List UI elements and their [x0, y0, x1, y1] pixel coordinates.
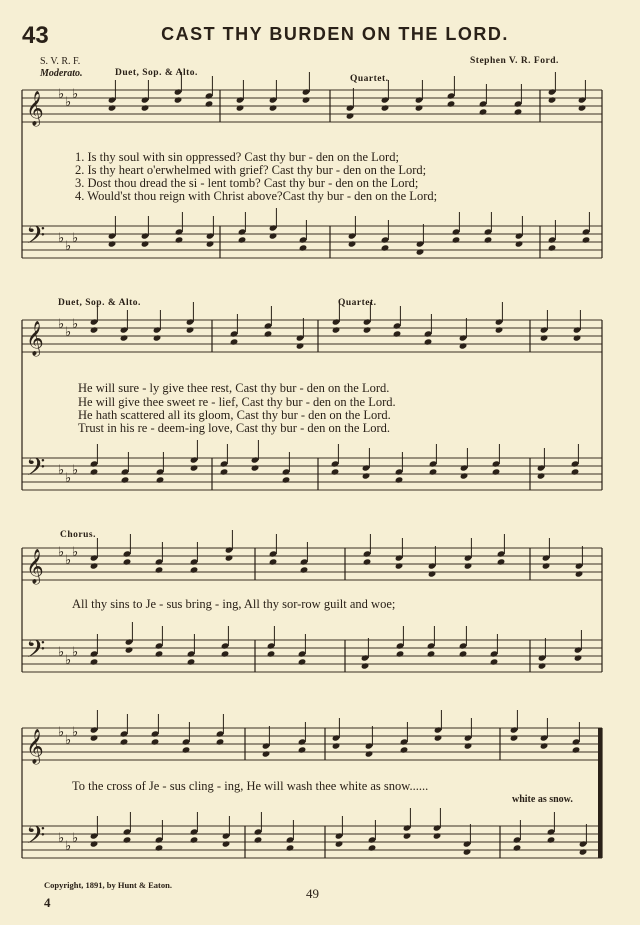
note-head — [230, 338, 239, 345]
bass-clef-icon: 𝄢 — [26, 821, 46, 856]
verse-4-line-2: Trust in his re - deem-ing love, Cast thy bur - den on the Lord. — [78, 421, 390, 435]
note-head — [368, 844, 377, 851]
flat-icon: ♭ — [72, 317, 79, 332]
chorus-tail: white as snow. — [512, 794, 573, 805]
note-head — [216, 738, 225, 745]
tempo-marking: Moderato. — [40, 68, 83, 79]
flat-icon: ♭ — [72, 463, 79, 478]
note-head — [548, 244, 557, 251]
note-head — [479, 108, 488, 115]
note-head — [190, 566, 199, 573]
section-label-quartet-2: Quartet. — [338, 298, 377, 308]
note-head — [151, 738, 160, 745]
flat-icon: ♭ — [58, 317, 65, 332]
note-head — [296, 342, 305, 349]
note-head — [571, 468, 580, 475]
note-head — [460, 472, 469, 479]
note-head — [497, 558, 506, 565]
note-head — [120, 738, 129, 745]
composer: Stephen V. R. Ford. — [470, 56, 559, 66]
note-head — [335, 840, 344, 847]
verse-4-line-1: 4. Would'st thou reign with Christ above?Cast thy bur - den on the Lord; — [75, 189, 438, 203]
treble-clef-icon: 𝄞 — [26, 549, 44, 584]
flat-icon: ♭ — [72, 545, 79, 560]
flat-icon: ♭ — [58, 545, 65, 560]
note-head — [174, 96, 183, 103]
section-label-duet-1: Duet, Sop. & Alto. — [115, 68, 198, 78]
treble-clef-icon: 𝄞 — [26, 91, 44, 126]
note-head — [236, 104, 245, 111]
flat-icon: ♭ — [72, 231, 79, 246]
note-head — [108, 240, 117, 247]
note-head — [90, 326, 99, 333]
note-head — [572, 746, 581, 753]
note-head — [547, 836, 556, 843]
note-head — [254, 836, 263, 843]
note-head — [492, 468, 501, 475]
note-head — [222, 840, 231, 847]
note-head — [175, 236, 184, 243]
note-head — [269, 232, 278, 239]
note-head — [582, 236, 591, 243]
note-head — [459, 342, 468, 349]
chorus-line-1: All thy sins to Je - sus bring - ing, All thy sor-row guilt and woe; — [72, 597, 396, 611]
note-head — [395, 476, 404, 483]
note-head — [424, 338, 433, 345]
note-head — [331, 468, 340, 475]
note-head — [452, 236, 461, 243]
flat-icon: ♭ — [72, 645, 79, 660]
note-head — [495, 326, 504, 333]
note-head — [90, 468, 99, 475]
note-head — [428, 570, 437, 577]
note-head — [187, 658, 196, 665]
note-head — [515, 240, 524, 247]
flat-icon: ♭ — [58, 463, 65, 478]
flat-icon: ♭ — [65, 95, 72, 110]
note-head — [141, 104, 150, 111]
note-head — [267, 650, 276, 657]
note-head — [514, 108, 523, 115]
note-head — [538, 662, 547, 669]
note-head — [186, 326, 195, 333]
treble-clef-icon: 𝄞 — [26, 321, 44, 356]
note-head — [182, 746, 191, 753]
flat-icon: ♭ — [58, 725, 65, 740]
note-head — [396, 650, 405, 657]
flat-icon: ♭ — [58, 831, 65, 846]
note-head — [537, 472, 546, 479]
note-head — [251, 464, 260, 471]
note-head — [120, 334, 129, 341]
verse-1-line-2: He will sure - ly give thee rest, Cast thy bur - den on the Lord. — [78, 381, 390, 395]
note-head — [332, 326, 341, 333]
flat-icon: ♭ — [72, 831, 79, 846]
note-head — [269, 558, 278, 565]
lyricist: S. V. R. F. — [40, 56, 81, 67]
section-label-quartet-1: Quartet. — [350, 74, 389, 84]
page-number: 49 — [306, 886, 319, 901]
flat-icon: ♭ — [65, 325, 72, 340]
note-head — [348, 240, 357, 247]
chorus-line-2: To the cross of Je - sus cling - ing, He will wash thee white as snow...... — [72, 779, 429, 793]
note-head — [573, 334, 582, 341]
note-head — [300, 566, 309, 573]
signature-mark: 4 — [44, 895, 51, 910]
flat-icon: ♭ — [65, 471, 72, 486]
note-head — [574, 654, 583, 661]
flat-icon: ♭ — [65, 553, 72, 568]
note-head — [434, 734, 443, 741]
flat-icon: ♭ — [65, 733, 72, 748]
note-head — [433, 832, 442, 839]
note-head — [484, 236, 493, 243]
flat-icon: ♭ — [58, 87, 65, 102]
note-head — [447, 100, 456, 107]
note-head — [262, 750, 271, 757]
note-head — [579, 848, 588, 855]
note-head — [464, 562, 473, 569]
verse-3-line-2: He hath scattered all its gloom, Cast thy bur - den on the Lord. — [78, 408, 391, 422]
section-label-chorus: Chorus. — [60, 530, 96, 540]
note-head — [575, 570, 584, 577]
note-head — [427, 650, 436, 657]
note-head — [221, 650, 230, 657]
note-head — [121, 476, 130, 483]
verse-3-line-1: 3. Dost thou dread the si - lent tomb? Cast thy bur - den on the Lord; — [75, 176, 419, 190]
note-head — [463, 848, 472, 855]
flat-icon: ♭ — [65, 239, 72, 254]
note-head — [220, 468, 229, 475]
copyright: Copyright, 1891, by Hunt & Eaton. — [44, 880, 172, 890]
note-head — [365, 750, 374, 757]
note-head — [416, 248, 425, 255]
note-head — [429, 468, 438, 475]
flat-icon: ♭ — [58, 645, 65, 660]
flat-icon: ♭ — [65, 839, 72, 854]
verse-2-line-1: 2. Is thy heart o'erwhelmed with grief? Cast thy bur - den on the Lord; — [75, 163, 427, 177]
note-head — [225, 554, 234, 561]
note-head — [190, 836, 199, 843]
note-head — [395, 562, 404, 569]
note-head — [298, 746, 307, 753]
note-head — [400, 746, 409, 753]
note-head — [282, 476, 291, 483]
treble-clef-icon: 𝄞 — [26, 729, 44, 764]
hymn-title: CAST THY BURDEN ON THE LORD. — [161, 24, 509, 44]
note-head — [362, 472, 371, 479]
note-head — [153, 334, 162, 341]
hymn-number: 43 — [22, 22, 49, 49]
note-head — [155, 566, 164, 573]
note-head — [415, 104, 424, 111]
note-head — [393, 330, 402, 337]
note-head — [381, 104, 390, 111]
note-head — [346, 112, 355, 119]
flat-icon: ♭ — [72, 87, 79, 102]
note-head — [190, 464, 199, 471]
note-head — [548, 96, 557, 103]
note-head — [156, 476, 165, 483]
section-label-duet-2: Duet, Sop. & Alto. — [58, 298, 141, 308]
note-head — [542, 562, 551, 569]
note-head — [540, 334, 549, 341]
verse-2-line-2: He will give thee sweet re - lief, Cast thy bur - den on the Lord. — [78, 395, 396, 409]
note-head — [238, 236, 247, 243]
note-head — [90, 840, 99, 847]
note-head — [459, 650, 468, 657]
flat-icon: ♭ — [65, 653, 72, 668]
note-head — [490, 658, 499, 665]
note-head — [264, 330, 273, 337]
note-head — [90, 562, 99, 569]
note-head — [123, 558, 132, 565]
note-head — [286, 844, 295, 851]
note-head — [108, 104, 117, 111]
note-head — [302, 96, 311, 103]
note-head — [141, 240, 150, 247]
bass-clef-icon: 𝄢 — [26, 453, 46, 488]
verse-1-line-1: 1. Is thy soul with sin oppressed? Cast thy bur - den on the Lord; — [75, 150, 399, 164]
bass-clef-icon: 𝄢 — [26, 635, 46, 670]
note-head — [510, 734, 519, 741]
note-head — [332, 742, 341, 749]
note-head — [205, 100, 214, 107]
note-head — [464, 742, 473, 749]
note-head — [299, 244, 308, 251]
bass-clef-icon: 𝄢 — [26, 221, 46, 256]
note-head — [269, 104, 278, 111]
note-head — [363, 558, 372, 565]
note-head — [90, 658, 99, 665]
note-head — [155, 650, 164, 657]
note-head — [90, 734, 99, 741]
note-head — [513, 844, 522, 851]
note-head — [381, 244, 390, 251]
note-head — [403, 832, 412, 839]
note-head — [578, 104, 587, 111]
note-head — [125, 646, 134, 653]
flat-icon: ♭ — [72, 725, 79, 740]
note-head — [123, 836, 132, 843]
note-head — [363, 326, 372, 333]
note-head — [540, 742, 549, 749]
note-head — [155, 844, 164, 851]
note-head — [298, 658, 307, 665]
flat-icon: ♭ — [58, 231, 65, 246]
note-head — [361, 662, 370, 669]
note-head — [206, 240, 215, 247]
